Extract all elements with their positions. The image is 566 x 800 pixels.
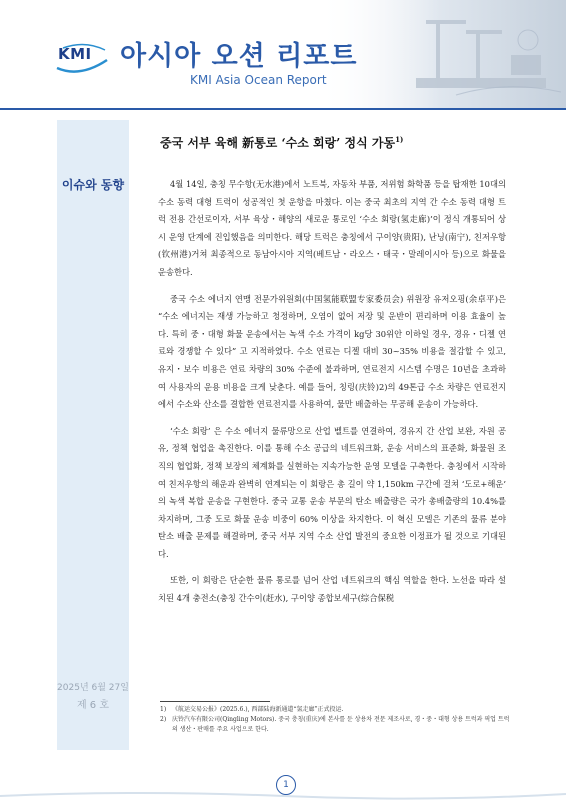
- report-title: 아시아 오션 리포트: [120, 41, 358, 72]
- footnote-text: 庆铃汽车有限公司(Qingling Motors). 중국 충칭(重庆)에 본사를 둔 상용차 전문 제조사로, 경・중・대형 상용 트럭과 픽업 트럭의 생산・판매를 주요 사업으로 한다.: [172, 716, 510, 733]
- footnote-divider: [160, 701, 270, 702]
- section-label: 이슈와 동향: [61, 178, 125, 192]
- paragraph: 중국 수소 에너지 연맹 전문가위원회(中国氢能联盟专家委员会) 위원장 유저오핑(余卓平)은 “수소 에너지는 재생 가능하고 청정하며, 오염이 없어 저장 및 운반이 편리하며 이용 효율이 높다. 특히 중・대형 화물 운송에서는 녹색 수소 가격이 kg당 30위안 이하일 경우, 경유・디젤 연료와 경쟁할 수 있다” 고 지적하였다. 수소 연료는 디젤 대비 30~35% 비용을 절감할 수 있고, 유지・보수 비용은 연료 차량의 30% 수준에 불과하며, 연료전지 시스템 수명은 10년을 초과하여 사용자의 운용 비용을 크게 낮춘다. 예를 들어, 칭링(庆铃)2)의 49톤급 수소 차량은 연료전지에서 수소와 산소를 결합한 연료전지를 사용하여, 물만 배출하는 무공해 운송이 가능하다.: [158, 293, 506, 410]
- report-subtitle: KMI Asia Ocean Report: [190, 73, 327, 87]
- issue-date: 2025년 6월 27일: [57, 683, 129, 693]
- paragraph: ‘수소 회랑’ 은 수소 에너지 물류망으로 산업 벨트를 연결하여, 경유지 간 산업 보완, 자원 공유, 정책 협업을 촉진한다. 이를 통해 수소 공급의 네트워크화, 운송 서비스의 표준화, 화물원 조직의 협업화, 정책 보장의 체계화를 실현하는 지속가능한 운영 모델을 구축한다. 충칭에서 시작하여 친저우항의 해운과 완벽히 연계되는 이 회랑은 총 길이 약 1,150km 구간에 걸쳐 ‘도로+해운’ 의 녹색 복합 운송을 구현한다. 중국 교통 운송 부문의 탄소 배출량은 국가 총배출량의 10.4%를 차지하며, 그중 도로 화물 운송 비중이 60% 이상을 차지한다. 이 혁신 모델은 기존의 물류 분야 탄소 배출 문제를 해결하며, 중국 서부 지역 수소 산업 발전의 중요한 이정표가 될 것으로 기대된다.: [158, 425, 506, 559]
- footnote: [160, 715, 510, 735]
- paragraph: 또한, 이 회랑은 단순한 물류 통로를 넘어 산업 네트워크의 핵심 역할을 한다. 노선을 따라 설치된 4개 충전소(충칭 간수이(赶水), 구이양 종합보세구(综合保税: [158, 575, 506, 604]
- report-header: [0, 0, 566, 118]
- footnote-number: 2): [160, 716, 167, 723]
- article-title-text: 중국 서부 육해 新통로 ‘수소 회랑’ 정식 가동: [160, 136, 396, 150]
- sidebar: [57, 120, 129, 750]
- footnote: [160, 705, 510, 715]
- footnote-text: 《航运交易公报》(2025.6.), 西部陆海新通道“氢走廊”正式投运.: [172, 706, 344, 713]
- kmi-logo-text: KMI: [58, 45, 92, 63]
- footnotes: [160, 705, 510, 735]
- paragraph: 4월 14일, 충칭 무수항(无水港)에서 노트북, 자동차 부품, 저위험 화학품 등을 탑재한 10대의 수소 동력 대형 트럭이 성공적인 첫 운항을 마쳤다. 이는 중국 최초의 지역 간 수소 동력 대형 트럭 전용 간선로이자, 서부 육상・해양의 새로운 통로인 ‘수소 회랑(氢走廊)’이 정식 개통되어 상시 운영 단계에 진입했음을 의미한다. 해당 트럭은 충칭에서 구이양(贵阳), 난닝(南宁), 친저우항(钦州港)거쳐 최종적으로 동남아시아 지역(베트남・라오스・태국・말레이시아 등)으로 화물을 운송한다.: [158, 179, 506, 277]
- title-footnote-ref: 1): [395, 135, 404, 144]
- header-divider: [0, 108, 566, 110]
- issue-number: 제 6 호: [76, 700, 110, 711]
- footer-wave-decoration: [0, 788, 566, 800]
- article-body: [158, 176, 506, 617]
- footnote-number: 1): [160, 706, 167, 713]
- article-title: [160, 134, 520, 151]
- page-number: 1: [276, 775, 296, 795]
